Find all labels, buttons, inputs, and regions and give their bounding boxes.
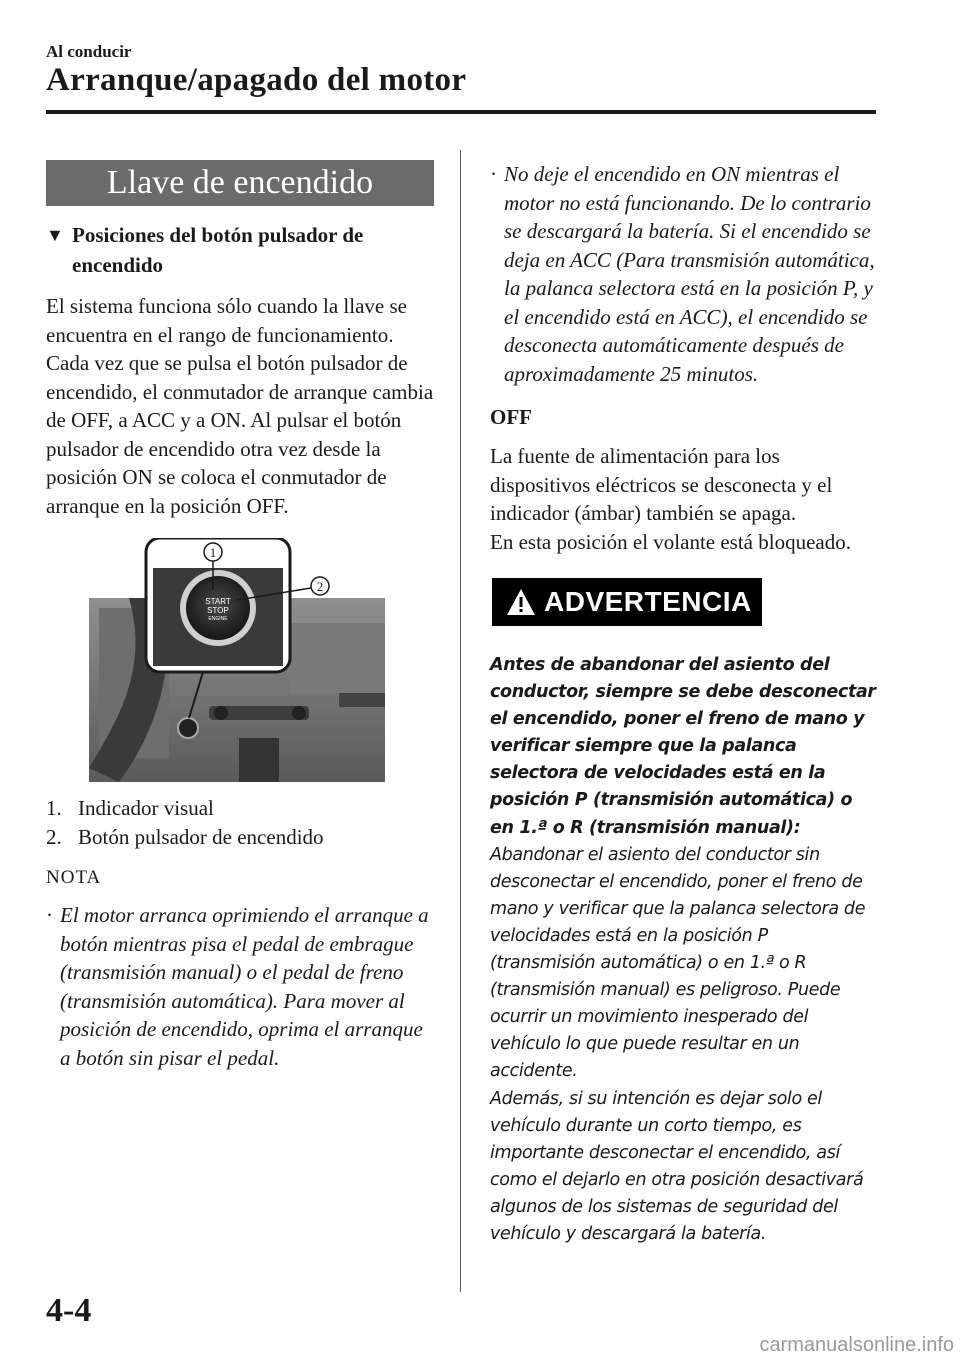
left-column [46,160,434,1072]
button-text-engine: ENGINE [208,616,228,622]
warning-body-text: Además, si su intención es dejar solo el vehículo durante un corto tiempo, es importante desconectar el encendido, así como el dejarlo en otra posición desactivará algunos de los sistemas de seguridad del vehículo y descargará la batería. [490,1088,864,1244]
subheading [46,220,434,280]
note-item [490,160,878,388]
off-heading: OFF [490,405,532,429]
page-number: 4-4 [46,1292,92,1329]
column-divider [460,150,461,1292]
note-bullet: · [490,162,497,186]
legend-item [46,823,434,852]
callout-2: 2 [316,579,324,594]
start-button-figure [89,538,385,782]
button-text-start: START [205,597,231,606]
warning-triangle-icon [506,588,536,616]
off-text-line: En esta posición el volante está bloqueado. [490,529,851,554]
callout-1: 1 [209,545,217,560]
legend-text: Botón pulsador de encendido [78,824,324,849]
note-text: El motor arranca oprimiendo el arranque a botón mientras pisa el pedal de embrague (transmisión manual) o el pedal de freno (transmisión automática). Para mover al posición de encendido, oprima el arranque a botón sin pisar el pedal. [60,903,429,1070]
section-kicker: Al conducir [46,42,132,61]
warning-bold-text: Antes de abandonar del asiento del conductor, siempre se debe desconectar el encendido, poner el freno de mano y verificar siempre que la palanca selectora de velocidades está en la posición P (transmisión automática) o en 1.ª o R (transmisión manual): [490,655,876,838]
warning-badge [492,578,762,626]
note-bullet: · [46,903,53,927]
legend-text: Indicador visual [78,796,214,820]
warning-body-text: Abandonar el asiento del conductor sin desconectar el encendido, poner el freno de mano y verificar que la palanca selectora de velocidades está en la posición P (transmisión automática) o en 1.ª o R (transmisión manual) es peligroso. Puede ocurrir un movimiento inesperado del vehículo lo que puede resultar en un accidente. [490,844,866,1082]
page-title: Arranque/apagado del motor [46,62,467,98]
note-text: No deje el encendido en ON mientras el motor no está funcionando. De lo contrario se descargará la batería. Si el encendido se deja en ACC (Para transmisión automática, la palanca selectora está en la posición P, y el encendido está en ACC), el encendido se desconecta automáticamente después de aproximadamente 25 minutos. [504,162,875,386]
note-title: NOTA [46,867,102,888]
legend-number: 2. [46,824,62,849]
note-item [46,901,434,1072]
warning-block [490,652,878,1248]
off-text-line: La fuente de alimentación para los dispositivos eléctricos se desconecta y el indicador (ámbar) también se apaga. [490,444,833,525]
legend-item [46,794,434,823]
button-text-stop: STOP [207,606,229,615]
figure-legend [46,794,434,851]
off-text [490,442,878,556]
section-banner: Llave de encendido [46,160,434,206]
header-rule [46,110,876,114]
legend-number: 1. [46,796,62,820]
triangle-down-icon: ▼ [46,225,64,245]
right-column [490,160,878,1248]
warning-label: ADVERTENCIA [544,586,752,617]
intro-paragraph: El sistema funciona sólo cuando la llave se encuentra en el rango de funcionamiento. Cada vez que se pulsa el botón pulsador de encendido, el conmutador de arranque cambia de OFF, a ACC y a ON. Al pulsar el botón pulsador de encendido otra vez desde la posición ON se coloca el conmutador de arranque en la posición OFF. [46,294,434,518]
watermark: carmanualsonline.info [759,1334,954,1356]
subheading-text: Posiciones del botón pulsador de encendido [72,223,364,277]
dashboard-photo [89,538,385,782]
